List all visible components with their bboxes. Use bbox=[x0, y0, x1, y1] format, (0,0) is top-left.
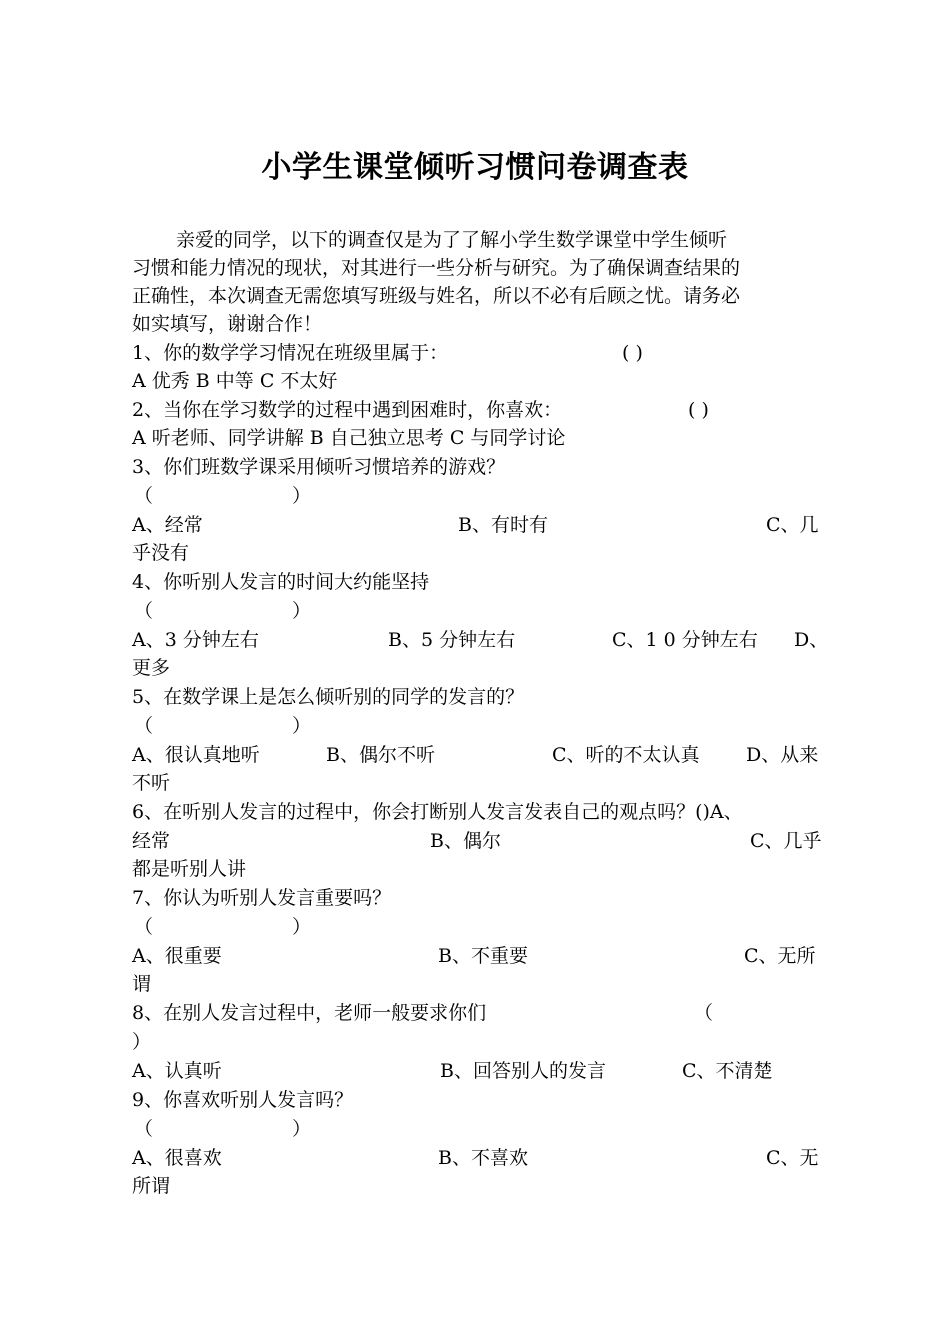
question-8: 8、在别人发言过程中，老师一般要求你们 bbox=[132, 1002, 487, 1024]
question-3: 3、你们班数学课采用倾听习惯培养的游戏？ bbox=[132, 456, 506, 478]
question-8-option-b: B、回答别人的发言 bbox=[440, 1060, 606, 1082]
question-9-option-b: B、不喜欢 bbox=[438, 1147, 528, 1169]
question-9-option-c: C、无 bbox=[766, 1147, 819, 1169]
question-7-paren-open[interactable]: （ bbox=[134, 916, 154, 938]
question-7-option-c-cont: 谓 bbox=[132, 973, 152, 995]
question-4-paren-open[interactable]: （ bbox=[134, 600, 154, 622]
question-5-paren-open[interactable]: （ bbox=[134, 715, 154, 737]
question-4-option-d: D、 bbox=[794, 629, 829, 651]
question-8-option-c: C、不清楚 bbox=[682, 1060, 773, 1082]
question-6: 6、在听别人发言的过程中，你会打断别人发言发表自己的观点吗？()A、 bbox=[132, 801, 743, 823]
question-9-paren-open[interactable]: （ bbox=[134, 1118, 154, 1140]
question-2-answer-blank[interactable]: ( ) bbox=[688, 399, 709, 421]
question-5: 5、在数学课上是怎么倾听别的同学的发言的？ bbox=[132, 686, 525, 708]
question-7-option-b: B、不重要 bbox=[438, 945, 528, 967]
intro-line-2: 习惯和能力情况的现状，对其进行一些分析与研究。为了确保调查结果的 bbox=[132, 257, 741, 279]
question-2-options: A 听老师、同学讲解 B 自己独立思考 C 与同学讨论 bbox=[132, 427, 566, 449]
question-3-option-c-cont: 乎没有 bbox=[132, 542, 190, 564]
question-8-paren-open[interactable]: （ bbox=[694, 1002, 714, 1024]
question-8-paren-close[interactable]: ） bbox=[132, 1031, 152, 1053]
question-6-option-a: 经常 bbox=[132, 830, 171, 852]
question-5-paren-close[interactable]: ） bbox=[292, 715, 312, 737]
question-2: 2、当你在学习数学的过程中遇到困难时，你喜欢： bbox=[132, 399, 563, 421]
question-5-option-a: A、很认真地听 bbox=[132, 744, 260, 766]
document-title: 小学生课堂倾听习惯问卷调查表 bbox=[261, 150, 689, 185]
question-5-option-d: D、从来 bbox=[746, 744, 819, 766]
question-9-option-c-cont: 所谓 bbox=[132, 1175, 171, 1197]
question-5-option-d-cont: 不听 bbox=[132, 772, 171, 794]
question-3-option-c: C、几 bbox=[766, 514, 819, 536]
question-8-option-a: A、认真听 bbox=[132, 1060, 222, 1082]
question-4-option-a: A、3 分钟左右 bbox=[132, 629, 259, 651]
question-7-option-a: A、很重要 bbox=[132, 945, 222, 967]
intro-line-4: 如实填写，谢谢合作！ bbox=[132, 313, 323, 335]
question-3-paren-open[interactable]: （ bbox=[134, 485, 154, 507]
question-5-option-c: C、听的不太认真 bbox=[552, 744, 700, 766]
question-5-option-b: B、偶尔不听 bbox=[326, 744, 435, 766]
question-9-paren-close[interactable]: ） bbox=[292, 1118, 312, 1140]
question-3-option-a: A、经常 bbox=[132, 514, 203, 536]
question-4: 4、你听别人发言的时间大约能坚持 bbox=[132, 571, 430, 593]
intro-line-1: 亲爱的同学，以下的调查仅是为了了解小学生数学课堂中学生倾听 bbox=[176, 229, 728, 251]
question-4-option-b: B、5 分钟左右 bbox=[388, 629, 516, 651]
question-6-option-c-cont: 都是听别人讲 bbox=[132, 858, 247, 880]
question-3-paren-close[interactable]: ） bbox=[292, 485, 312, 507]
intro-line-3: 正确性，本次调查无需您填写班级与姓名，所以不必有后顾之忧。请务必 bbox=[132, 285, 741, 307]
question-4-option-c: C、1 0 分钟左右 bbox=[612, 629, 758, 651]
question-3-option-b: B、有时有 bbox=[458, 514, 548, 536]
question-6-option-b: B、偶尔 bbox=[430, 830, 501, 852]
question-1-answer-blank[interactable]: ( ) bbox=[622, 342, 643, 364]
question-9: 9、你喜欢听别人发言吗？ bbox=[132, 1089, 354, 1111]
question-1-options: A 优秀 B 中等 C 不太好 bbox=[132, 370, 338, 392]
question-7: 7、你认为听别人发言重要吗？ bbox=[132, 887, 392, 909]
question-4-paren-close[interactable]: ） bbox=[292, 600, 312, 622]
question-4-option-d-cont: 更多 bbox=[132, 657, 171, 679]
question-7-paren-close[interactable]: ） bbox=[292, 916, 312, 938]
question-7-option-c: C、无所 bbox=[744, 945, 816, 967]
question-9-option-a: A、很喜欢 bbox=[132, 1147, 222, 1169]
question-6-option-c: C、几乎 bbox=[750, 830, 822, 852]
question-1: 1、你的数学学习情况在班级里属于： bbox=[132, 342, 449, 364]
